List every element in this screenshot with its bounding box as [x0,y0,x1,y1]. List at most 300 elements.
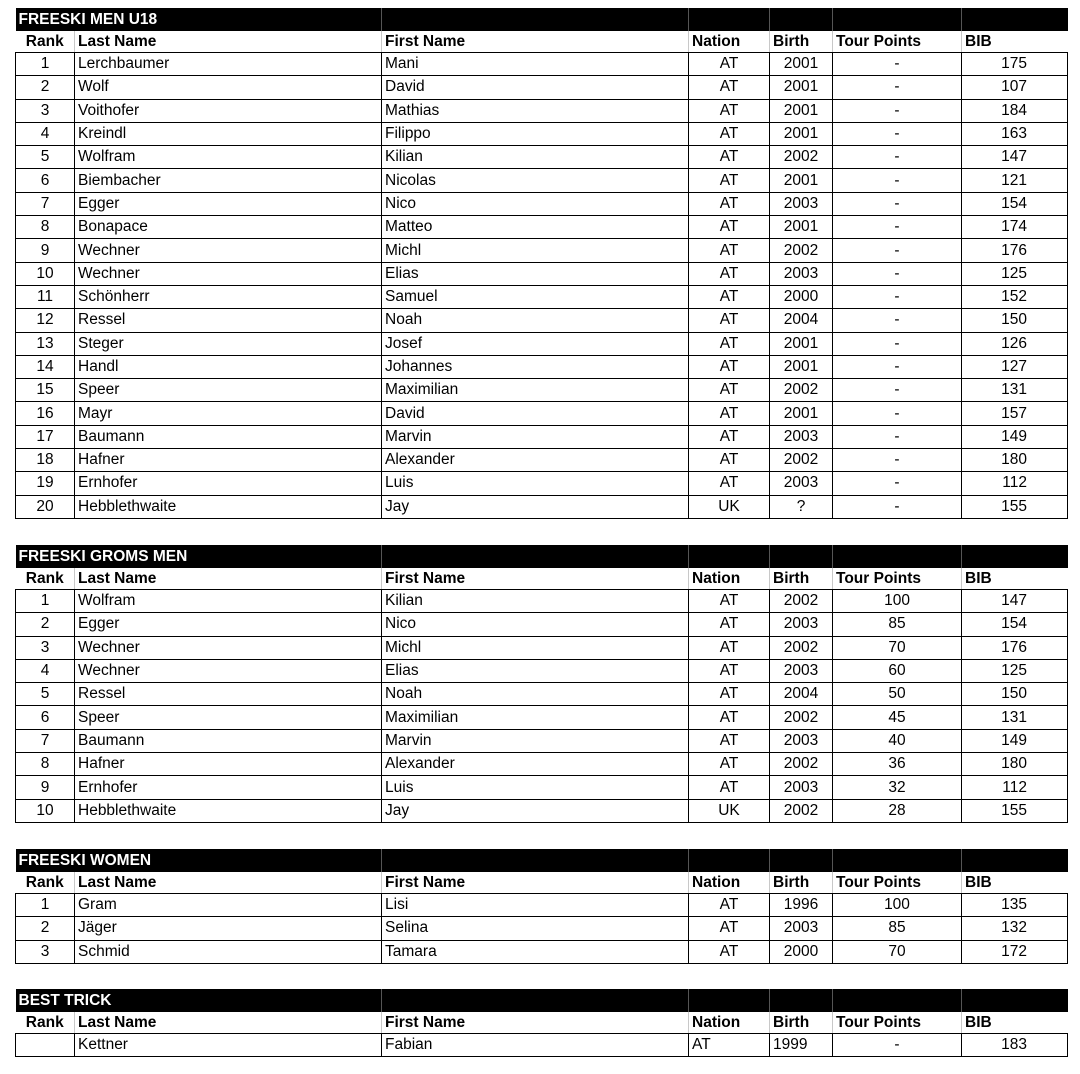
table-row [16,402,1068,425]
cell-bib: 125 [962,262,1068,285]
cell-bib: 183 [962,1034,1068,1057]
cell-tour-points: - [833,53,962,76]
cell-nation: AT [689,449,770,472]
cell-nation: AT [689,729,770,752]
cell-first-name: Mani [382,53,689,76]
cell-birth: 2001 [770,53,833,76]
cell-nation: AT [689,636,770,659]
section-title: BEST TRICK [16,989,382,1012]
cell-first-name: Matteo [382,216,689,239]
cell-bib: 150 [962,309,1068,332]
cell-bib: 157 [962,402,1068,425]
cell-birth: 2002 [770,799,833,822]
table-row [16,917,1068,940]
table-row [16,53,1068,76]
cell-last-name: Wolf [75,76,382,99]
cell-rank: 16 [16,402,75,425]
header-bib: BIB [962,31,1068,53]
cell-birth: 2001 [770,355,833,378]
cell-rank [16,1034,75,1057]
cell-nation: AT [689,262,770,285]
cell-tour-points: - [833,379,962,402]
section-best-trick [15,989,1067,1057]
cell-tour-points: 36 [833,753,962,776]
section-title-bar [16,989,1068,1012]
cell-last-name: Lerchbaumer [75,53,382,76]
cell-rank: 18 [16,449,75,472]
cell-first-name: Tamara [382,940,689,963]
cell-nation: AT [689,590,770,613]
table-row [16,169,1068,192]
table-row [16,683,1068,706]
cell-rank: 2 [16,76,75,99]
header-nation: Nation [689,872,770,894]
cell-first-name: Maximilian [382,379,689,402]
cell-first-name: Kilian [382,146,689,169]
cell-tour-points: - [833,216,962,239]
table-row [16,122,1068,145]
cell-last-name: Wolfram [75,590,382,613]
cell-bib: 154 [962,613,1068,636]
cell-rank: 2 [16,917,75,940]
table-row [16,776,1068,799]
cell-nation: AT [689,146,770,169]
cell-last-name: Schönherr [75,285,382,308]
cell-birth: 2004 [770,683,833,706]
cell-nation: UK [689,495,770,518]
cell-tour-points: 85 [833,917,962,940]
table-row [16,799,1068,822]
cell-first-name: Johannes [382,355,689,378]
cell-tour-points: 32 [833,776,962,799]
cell-rank: 1 [16,53,75,76]
cell-nation: UK [689,799,770,822]
table-row [16,379,1068,402]
column-header-row [16,872,1068,894]
cell-last-name: Ressel [75,309,382,332]
cell-first-name: Filippo [382,122,689,145]
table-row [16,285,1068,308]
header-first-name: First Name [382,1012,689,1034]
cell-birth: 2003 [770,192,833,215]
cell-rank: 3 [16,940,75,963]
cell-birth: 2001 [770,216,833,239]
table-row [16,99,1068,122]
cell-tour-points: 60 [833,659,962,682]
header-nation: Nation [689,1012,770,1034]
cell-nation: AT [689,192,770,215]
header-rank: Rank [16,1012,75,1034]
cell-birth: 2002 [770,636,833,659]
cell-nation: AT [689,940,770,963]
cell-birth: 2001 [770,99,833,122]
cell-tour-points: - [833,332,962,355]
table-row [16,262,1068,285]
cell-birth: 2003 [770,917,833,940]
cell-birth: ? [770,495,833,518]
cell-birth: 2002 [770,239,833,262]
column-header-row [16,31,1068,53]
cell-birth: 2002 [770,146,833,169]
cell-nation: AT [689,216,770,239]
cell-birth: 2001 [770,402,833,425]
cell-bib: 176 [962,636,1068,659]
cell-rank: 7 [16,192,75,215]
cell-last-name: Baumann [75,425,382,448]
table-row [16,146,1068,169]
cell-birth: 2003 [770,729,833,752]
cell-first-name: Elias [382,659,689,682]
cell-bib: 132 [962,917,1068,940]
cell-birth: 2004 [770,309,833,332]
section-title: FREESKI GROMS MEN [16,545,382,568]
cell-first-name: Mathias [382,99,689,122]
cell-last-name: Bonapace [75,216,382,239]
cell-first-name: Michl [382,636,689,659]
cell-first-name: Samuel [382,285,689,308]
cell-birth: 1999 [770,1034,833,1057]
cell-rank: 12 [16,309,75,332]
cell-nation: AT [689,425,770,448]
cell-birth: 2003 [770,425,833,448]
cell-birth: 2001 [770,332,833,355]
cell-bib: 131 [962,379,1068,402]
cell-tour-points: 40 [833,729,962,752]
cell-nation: AT [689,379,770,402]
cell-bib: 131 [962,706,1068,729]
cell-rank: 4 [16,659,75,682]
cell-tour-points: 100 [833,590,962,613]
cell-bib: 152 [962,285,1068,308]
cell-first-name: Nico [382,613,689,636]
cell-first-name: Luis [382,472,689,495]
header-tour-points: Tour Points [833,872,962,894]
cell-bib: 126 [962,332,1068,355]
cell-bib: 121 [962,169,1068,192]
cell-tour-points: 100 [833,894,962,917]
cell-last-name: Ernhofer [75,472,382,495]
section-title: FREESKI MEN U18 [16,8,382,31]
section-title-bar [16,849,1068,872]
cell-last-name: Voithofer [75,99,382,122]
cell-bib: 184 [962,99,1068,122]
table-row [16,613,1068,636]
cell-first-name: Alexander [382,449,689,472]
section-title-bar [16,545,1068,568]
cell-first-name: Michl [382,239,689,262]
cell-tour-points: - [833,169,962,192]
cell-rank: 17 [16,425,75,448]
cell-first-name: Kilian [382,590,689,613]
table-row [16,425,1068,448]
cell-birth: 1996 [770,894,833,917]
cell-nation: AT [689,285,770,308]
cell-tour-points: - [833,402,962,425]
cell-first-name: Alexander [382,753,689,776]
cell-birth: 2002 [770,379,833,402]
cell-nation: AT [689,169,770,192]
cell-last-name: Kreindl [75,122,382,145]
cell-tour-points: - [833,355,962,378]
cell-birth: 2000 [770,940,833,963]
cell-tour-points: - [833,262,962,285]
cell-nation: AT [689,776,770,799]
cell-birth: 2001 [770,76,833,99]
cell-rank: 10 [16,262,75,285]
cell-rank: 6 [16,169,75,192]
cell-nation: AT [689,706,770,729]
cell-last-name: Ernhofer [75,776,382,799]
table-row [16,449,1068,472]
results-table [15,849,1068,964]
cell-last-name: Gram [75,894,382,917]
section-freeski-women [15,849,1067,964]
cell-birth: 2003 [770,613,833,636]
header-tour-points: Tour Points [833,1012,962,1034]
cell-first-name: Lisi [382,894,689,917]
cell-nation: AT [689,355,770,378]
cell-tour-points: - [833,309,962,332]
header-nation: Nation [689,31,770,53]
cell-first-name: David [382,402,689,425]
cell-bib: 147 [962,146,1068,169]
cell-bib: 163 [962,122,1068,145]
results-table [15,545,1068,823]
cell-nation: AT [689,332,770,355]
header-birth: Birth [770,31,833,53]
cell-bib: 154 [962,192,1068,215]
table-row [16,355,1068,378]
cell-nation: AT [689,53,770,76]
cell-nation: AT [689,309,770,332]
cell-last-name: Handl [75,355,382,378]
cell-rank: 14 [16,355,75,378]
cell-nation: AT [689,402,770,425]
cell-nation: AT [689,99,770,122]
section-freeski-men-u18 [15,8,1067,519]
table-row [16,729,1068,752]
cell-last-name: Biembacher [75,169,382,192]
header-last-name: Last Name [75,31,382,53]
cell-first-name: Noah [382,683,689,706]
table-row [16,636,1068,659]
table-row [16,940,1068,963]
results-table [15,8,1068,519]
cell-last-name: Hafner [75,449,382,472]
table-row [16,590,1068,613]
cell-birth: 2003 [770,472,833,495]
table-row [16,239,1068,262]
column-header-row [16,1012,1068,1034]
cell-first-name: Jay [382,495,689,518]
cell-first-name: Noah [382,309,689,332]
cell-nation: AT [689,659,770,682]
table-row [16,659,1068,682]
header-rank: Rank [16,31,75,53]
table-row [16,495,1068,518]
cell-nation: AT [689,613,770,636]
cell-last-name: Wechner [75,262,382,285]
cell-bib: 180 [962,753,1068,776]
cell-last-name: Egger [75,192,382,215]
cell-bib: 125 [962,659,1068,682]
cell-rank: 5 [16,146,75,169]
cell-first-name: Nicolas [382,169,689,192]
cell-first-name: Selina [382,917,689,940]
table-row [16,192,1068,215]
cell-rank: 9 [16,776,75,799]
cell-birth: 2001 [770,122,833,145]
cell-birth: 2002 [770,590,833,613]
cell-rank: 8 [16,216,75,239]
cell-last-name: Speer [75,379,382,402]
cell-last-name: Hebblethwaite [75,495,382,518]
cell-rank: 1 [16,894,75,917]
cell-rank: 15 [16,379,75,402]
cell-first-name: David [382,76,689,99]
table-row [16,76,1068,99]
cell-rank: 5 [16,683,75,706]
cell-bib: 147 [962,590,1068,613]
cell-last-name: Steger [75,332,382,355]
cell-rank: 6 [16,706,75,729]
table-row [16,894,1068,917]
header-birth: Birth [770,872,833,894]
cell-rank: 11 [16,285,75,308]
cell-last-name: Mayr [75,402,382,425]
cell-nation: AT [689,1034,770,1057]
cell-tour-points: - [833,285,962,308]
cell-nation: AT [689,753,770,776]
cell-bib: 112 [962,776,1068,799]
header-bib: BIB [962,872,1068,894]
cell-birth: 2003 [770,659,833,682]
header-last-name: Last Name [75,872,382,894]
cell-rank: 4 [16,122,75,145]
header-tour-points: Tour Points [833,568,962,590]
cell-birth: 2000 [770,285,833,308]
cell-last-name: Wechner [75,659,382,682]
header-birth: Birth [770,568,833,590]
cell-tour-points: - [833,495,962,518]
cell-nation: AT [689,683,770,706]
cell-bib: 155 [962,799,1068,822]
cell-rank: 8 [16,753,75,776]
table-row [16,332,1068,355]
cell-tour-points: - [833,146,962,169]
header-last-name: Last Name [75,568,382,590]
table-row [16,472,1068,495]
cell-rank: 9 [16,239,75,262]
header-bib: BIB [962,1012,1068,1034]
cell-last-name: Wechner [75,239,382,262]
header-last-name: Last Name [75,1012,382,1034]
cell-rank: 3 [16,636,75,659]
cell-tour-points: - [833,449,962,472]
cell-tour-points: 50 [833,683,962,706]
cell-nation: AT [689,917,770,940]
cell-bib: 112 [962,472,1068,495]
cell-first-name: Marvin [382,729,689,752]
cell-tour-points: 70 [833,636,962,659]
cell-birth: 2003 [770,262,833,285]
cell-last-name: Hebblethwaite [75,799,382,822]
header-first-name: First Name [382,872,689,894]
cell-tour-points: - [833,122,962,145]
cell-rank: 19 [16,472,75,495]
cell-last-name: Schmid [75,940,382,963]
cell-tour-points: - [833,99,962,122]
cell-birth: 2002 [770,753,833,776]
table-row [16,216,1068,239]
cell-bib: 127 [962,355,1068,378]
cell-birth: 2001 [770,169,833,192]
cell-first-name: Nico [382,192,689,215]
header-first-name: First Name [382,568,689,590]
cell-last-name: Jäger [75,917,382,940]
cell-last-name: Ressel [75,683,382,706]
cell-tour-points: - [833,1034,962,1057]
table-row [16,309,1068,332]
column-header-row [16,568,1068,590]
cell-last-name: Egger [75,613,382,636]
header-nation: Nation [689,568,770,590]
cell-bib: 107 [962,76,1068,99]
cell-tour-points: 70 [833,940,962,963]
cell-last-name: Wechner [75,636,382,659]
cell-bib: 174 [962,216,1068,239]
cell-tour-points: - [833,239,962,262]
cell-last-name: Speer [75,706,382,729]
cell-nation: AT [689,894,770,917]
cell-first-name: Marvin [382,425,689,448]
cell-rank: 2 [16,613,75,636]
cell-bib: 172 [962,940,1068,963]
header-tour-points: Tour Points [833,31,962,53]
cell-bib: 175 [962,53,1068,76]
cell-nation: AT [689,239,770,262]
cell-first-name: Maximilian [382,706,689,729]
cell-birth: 2002 [770,449,833,472]
cell-birth: 2002 [770,706,833,729]
cell-rank: 7 [16,729,75,752]
cell-tour-points: - [833,192,962,215]
cell-tour-points: - [833,425,962,448]
cell-nation: AT [689,76,770,99]
cell-bib: 180 [962,449,1068,472]
section-freeski-groms-men [15,545,1067,823]
cell-last-name: Hafner [75,753,382,776]
header-bib: BIB [962,568,1068,590]
cell-nation: AT [689,122,770,145]
cell-last-name: Baumann [75,729,382,752]
cell-tour-points: 45 [833,706,962,729]
cell-bib: 155 [962,495,1068,518]
cell-first-name: Elias [382,262,689,285]
cell-last-name: Kettner [75,1034,382,1057]
cell-first-name: Luis [382,776,689,799]
table-row [16,706,1068,729]
table-row [16,1034,1068,1057]
cell-nation: AT [689,472,770,495]
cell-tour-points: 28 [833,799,962,822]
cell-rank: 3 [16,99,75,122]
table-row [16,753,1068,776]
cell-first-name: Josef [382,332,689,355]
header-rank: Rank [16,568,75,590]
section-title: FREESKI WOMEN [16,849,382,872]
header-rank: Rank [16,872,75,894]
